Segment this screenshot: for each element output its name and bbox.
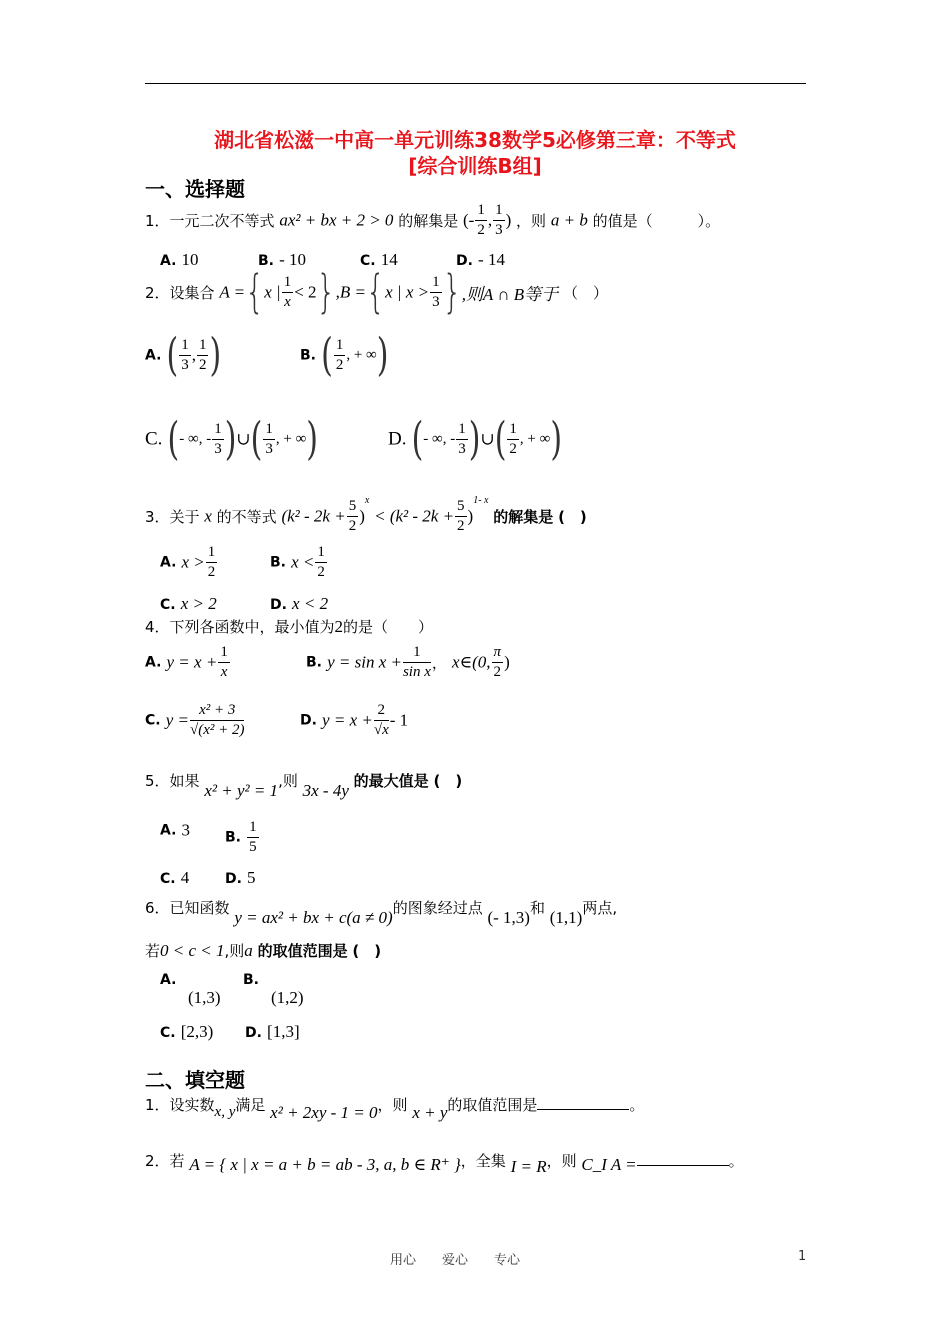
q2-option-b[interactable]: B. ( $\frac{1}{2}$ , + ∞): [300, 329, 389, 382]
q2-option-a[interactable]: A. ( $\frac{1}{3}$ , $\frac{1}{2}$ ): [145, 329, 222, 382]
header-rule: [145, 83, 806, 84]
fill-question-1: 1．设实数x, y满足 x² + 2xy - 1 = 0，则 x + y的取值范围是 。: [145, 1096, 645, 1122]
q1-fraction-2: $\frac{1}{3}$: [495, 202, 503, 238]
q1-sum: a + b: [550, 210, 588, 230]
q3-option-c[interactable]: C. x > 2: [160, 594, 217, 613]
question-4: 4．下列各函数中，最小值为2的是（ ）: [145, 617, 434, 636]
q5-option-c[interactable]: C. 4: [160, 868, 190, 887]
q4-option-d[interactable]: D. y = x + $\frac{2}{√x}$ - 1: [300, 702, 409, 738]
q2-option-d[interactable]: D. (- ∞, - $\frac{1}{3}$ )∪( $\frac{1}{2}$ , + ∞): [388, 413, 563, 466]
q4-option-b[interactable]: B. y = sin x + $\frac{1}{\text{sin x}}$ ， x∈(0, $\frac{\pi}{2}$ ): [306, 644, 510, 680]
q1-stem-d: 的值是（ ）。: [592, 212, 721, 230]
q3-option-d[interactable]: D. x < 2: [270, 594, 329, 613]
fill-2-answer-blank[interactable]: [637, 1165, 729, 1166]
q1-fraction-1: $\frac{1}{2}$: [477, 202, 485, 238]
q6-option-a[interactable]: A. (1,3): [160, 972, 221, 1007]
q5-option-b[interactable]: B. $\frac{1}{5}$: [225, 819, 257, 855]
question-2: 2．设集合 A ={x | $\frac{1}{x}$ < 2},B ={x | x > $\frac{1}{3}$ },则A ∩ B等于 （ ）: [145, 266, 608, 319]
q1-option-b[interactable]: B. - 10: [258, 250, 307, 269]
q6-option-c[interactable]: C. [2,3): [160, 1022, 214, 1041]
section-heading-choice: 一、选择题: [145, 177, 245, 201]
q1-inequality: ax² + bx + 2 > 0: [279, 210, 394, 230]
q6-option-d[interactable]: D. [1,3]: [245, 1022, 300, 1041]
question-6-line2: 若0 < c < 1,则a 的取值范围是 ( ): [145, 941, 382, 960]
q1-option-d[interactable]: D. - 14: [456, 250, 505, 269]
section-heading-fill: 二、填空题: [145, 1068, 245, 1092]
question-6: 6．已知函数 y = ax² + bx + c(a ≠ 0)的图象经过点 (- 1,3)和 (1,1)两点,: [145, 899, 618, 927]
question-5: 5．如果 x² + y² = 1,则 3x - 4y 的最大值是 ( ): [145, 772, 463, 800]
q2-option-c[interactable]: C. (- ∞, - $\frac{1}{3}$ )∪( $\frac{1}{3}$ , + ∞): [145, 413, 318, 466]
question-3: 3．关于 x 的不等式 (k² - 2k + $\frac{5}{2}$ )$^x$ < (k² - 2k + $\frac{5}{2}$ )$^{1- x}$ 的解集是 ( ): [145, 495, 587, 534]
q3-option-a[interactable]: A. x > $\frac{1}{2}$: [160, 544, 216, 580]
q1-stem: 1．一元二次不等式: [145, 212, 275, 230]
q4-option-a[interactable]: A. y = x + $\frac{1}{x}$: [145, 644, 228, 680]
q1-option-c[interactable]: C. 14: [360, 250, 398, 269]
document-title: 湖北省松滋一中高一单元训练38数学5必修第三章：不等式: [214, 128, 736, 152]
question-1: 1．一元二次不等式 ax² + bx + 2 > 0 的解集是 (- $\frac{1}{2}$ , $\frac{1}{3}$ ) ，则 a + b 的值是（ ）。: [145, 202, 721, 238]
q5-option-d[interactable]: D. 5: [225, 868, 256, 887]
q1-set-open: (-: [463, 210, 475, 230]
fill-1-answer-blank[interactable]: [537, 1109, 629, 1110]
q1-stem-c: ，则: [516, 212, 547, 230]
q6-option-b[interactable]: B. (1,2): [243, 972, 304, 1007]
q3-option-b[interactable]: B. x < $\frac{1}{2}$: [270, 544, 325, 580]
footer-slogan: 用心 爱心 专心: [390, 1253, 521, 1268]
document-subtitle: [综合训练B组]: [408, 154, 542, 178]
q1-option-a[interactable]: A. 10: [160, 250, 199, 269]
fill-question-2: 2．若 A = { x | x = a + b = ab - 3, a, b ∈ R⁺ }，全集 I = R，则 C_I A = 。: [145, 1152, 744, 1176]
page-number: 1: [798, 1249, 807, 1264]
q4-option-c[interactable]: C. y = $\frac{\text{x² + 3}}{\text{√(x² + 2)}}$: [145, 702, 245, 738]
q1-stem-b: 的解集是: [398, 212, 459, 230]
q5-option-a[interactable]: A. 3: [160, 820, 191, 840]
